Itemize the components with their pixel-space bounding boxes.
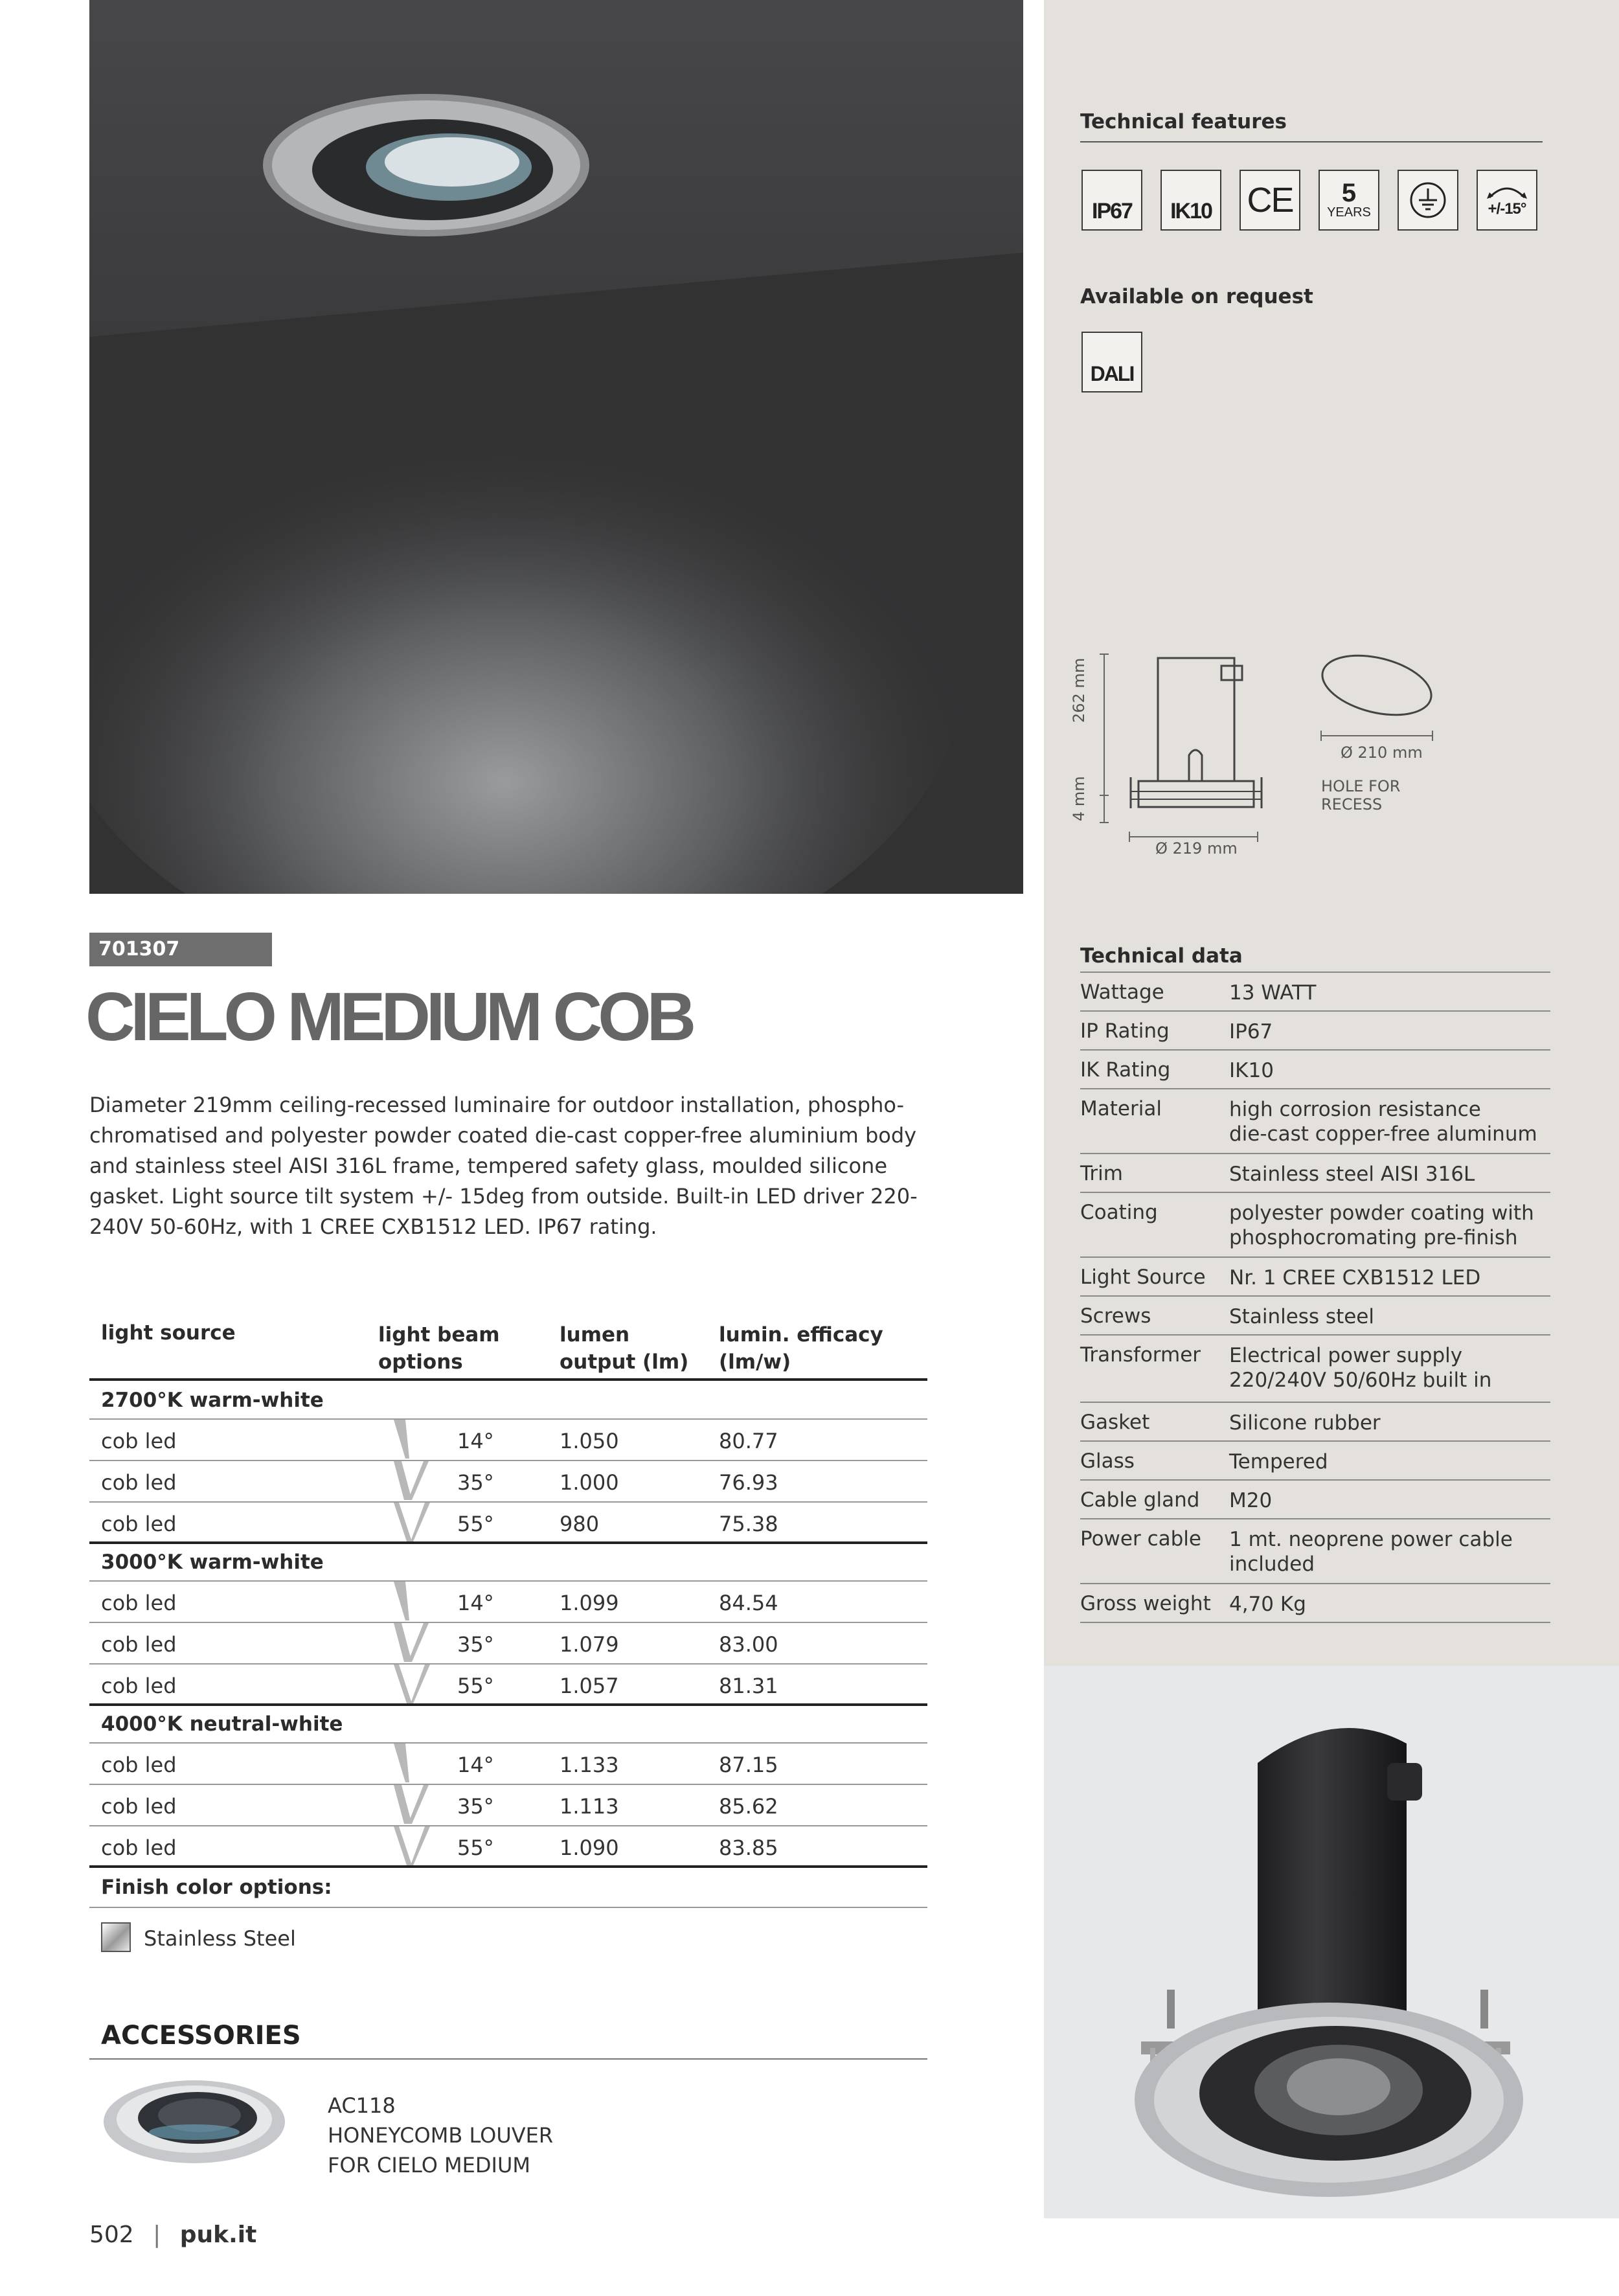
tech-row-screws: Screws Stainless steel: [1080, 1297, 1550, 1336]
finish-option-label: Stainless Steel: [144, 1926, 296, 1951]
tilt-badge: +/-15°: [1477, 170, 1537, 231]
divider: [1080, 141, 1543, 142]
wide-beam-icon: [392, 1826, 430, 1865]
table-row: cob led 35° 1.000 76.93: [89, 1461, 927, 1503]
narrow-beam-icon: [392, 1744, 430, 1782]
wide-beam-icon: [392, 1665, 430, 1703]
product-code: 701307: [89, 933, 272, 966]
footer-separator: |: [153, 2222, 161, 2248]
table-row: cob led 55° 980 75.38: [89, 1503, 927, 1543]
tech-row-trim: Trim Stainless steel AISI 316L: [1080, 1154, 1550, 1193]
group-label-4000k: 4000°K neutral-white: [101, 1712, 343, 1736]
page-number: 502: [89, 2222, 134, 2248]
medium-beam-icon: [392, 1623, 430, 1662]
medium-beam-icon: [392, 1785, 430, 1824]
tech-row-gasket: Gasket Silicone rubber: [1080, 1403, 1550, 1442]
divider: [89, 1907, 927, 1908]
table-row: cob led 35° 1.079 83.00: [89, 1623, 927, 1665]
tech-row-light-source: Light Source Nr. 1 CREE CXB1512 LED: [1080, 1258, 1550, 1297]
dali-badge: DALI: [1081, 332, 1142, 392]
table-row: cob led 14° 1.133 87.15: [89, 1744, 927, 1785]
page-footer: [89, 2222, 256, 2248]
group-rule: [89, 1541, 927, 1544]
accessory-line-2: FOR CIELO MEDIUM: [328, 2153, 530, 2177]
base-dimension-label: 4 mm: [1070, 776, 1088, 821]
footer-site-link[interactable]: puk.it: [179, 2222, 257, 2248]
hole-diameter-label: Ø 210 mm: [1341, 744, 1423, 762]
technical-features-title: Technical features: [1080, 110, 1287, 133]
table-row: cob led 55° 1.057 81.31: [89, 1665, 927, 1705]
accessory-code: AC118: [328, 2093, 396, 2118]
warranty-badge: 5 YEARS: [1319, 170, 1379, 231]
hole-label-line-1: HOLE FOR: [1321, 777, 1401, 795]
product-photo: [1044, 1666, 1619, 2218]
wide-beam-icon: [392, 1503, 430, 1541]
ip67-badge: IP67: [1081, 170, 1142, 231]
accessory-photo: [97, 2070, 291, 2167]
technical-data-title: Technical data: [1080, 944, 1243, 968]
ik10-badge: IK10: [1160, 170, 1221, 231]
group-rule: [89, 1865, 927, 1868]
hero-photo: [89, 0, 1023, 894]
group-label-3000k: 3000°K warm-white: [101, 1551, 324, 1574]
tech-row-ip-rating: IP Rating IP67: [1080, 1012, 1550, 1051]
earth-ground-icon: [1398, 170, 1458, 231]
tech-row-wattage: Wattage 13 WATT: [1080, 973, 1550, 1012]
stainless-steel-swatch: [101, 1922, 131, 1952]
product-description: Diameter 219mm ceiling-recessed luminaire for outdoor installation, phospho-chromatised and polyester powder coated die-cast copper-free aluminium body and stainless steel AISI 316L frame, tempered safety glass, moulded silicone gasket. Light source tilt system +/- 15deg from outside. Built-in LED driver 220-240V 50-60Hz, with 1 CREE CXB1512 LED. IP67 rating.: [89, 1093, 918, 1239]
tech-row-ik-rating: IK Rating IK10: [1080, 1051, 1550, 1089]
header-lumen-output: lumen output (lm): [560, 1323, 689, 1374]
narrow-beam-icon: [392, 1582, 430, 1620]
product-title: CIELO MEDIUM COB: [85, 979, 692, 1055]
accessories-title: ACCESSORIES: [101, 2021, 301, 2051]
tech-row-cable-gland: Cable gland M20: [1080, 1481, 1550, 1519]
header-light-beam: light beam options: [378, 1323, 500, 1374]
tech-row-transformer: Transformer Electrical power supply 220/240V 50/60Hz built in: [1080, 1336, 1550, 1403]
table-row: cob led 55° 1.090 83.85: [89, 1826, 927, 1867]
tech-row-coating: Coating polyester powder coating with phosphocromating pre-finish: [1080, 1193, 1550, 1258]
medium-beam-icon: [392, 1461, 430, 1500]
table-row: cob led 14° 1.099 84.54: [89, 1582, 927, 1623]
tech-row-power-cable: Power cable 1 mt. neoprene power cable included: [1080, 1519, 1550, 1584]
tech-row-glass: Glass Tempered: [1080, 1442, 1550, 1481]
finish-title: Finish color options:: [101, 1876, 332, 1899]
accessory-line-1: HONEYCOMB LOUVER: [328, 2123, 554, 2148]
available-on-request-title: Available on request: [1080, 285, 1313, 308]
narrow-beam-icon: [392, 1420, 430, 1459]
tech-row-material: Material high corrosion resistance die-cast copper-free aluminum: [1080, 1089, 1550, 1154]
divider: [89, 2058, 927, 2060]
ce-mark-badge: CE: [1240, 170, 1300, 231]
hole-label-line-2: RECESS: [1321, 795, 1383, 813]
header-efficacy: lumin. efficacy (lm/w): [719, 1323, 883, 1374]
height-dimension-label: 262 mm: [1070, 657, 1088, 723]
group-rule: [89, 1703, 927, 1706]
table-header-rule: [89, 1378, 927, 1381]
diameter-label: Ø 219 mm: [1155, 839, 1238, 858]
tech-row-gross-weight: Gross weight 4,70 Kg: [1080, 1584, 1550, 1623]
group-label-2700k: 2700°K warm-white: [101, 1389, 324, 1412]
table-row: cob led 35° 1.113 85.62: [89, 1785, 927, 1826]
table-row: cob led 14° 1.050 80.77: [89, 1420, 927, 1461]
header-light-source: light source: [101, 1321, 236, 1345]
